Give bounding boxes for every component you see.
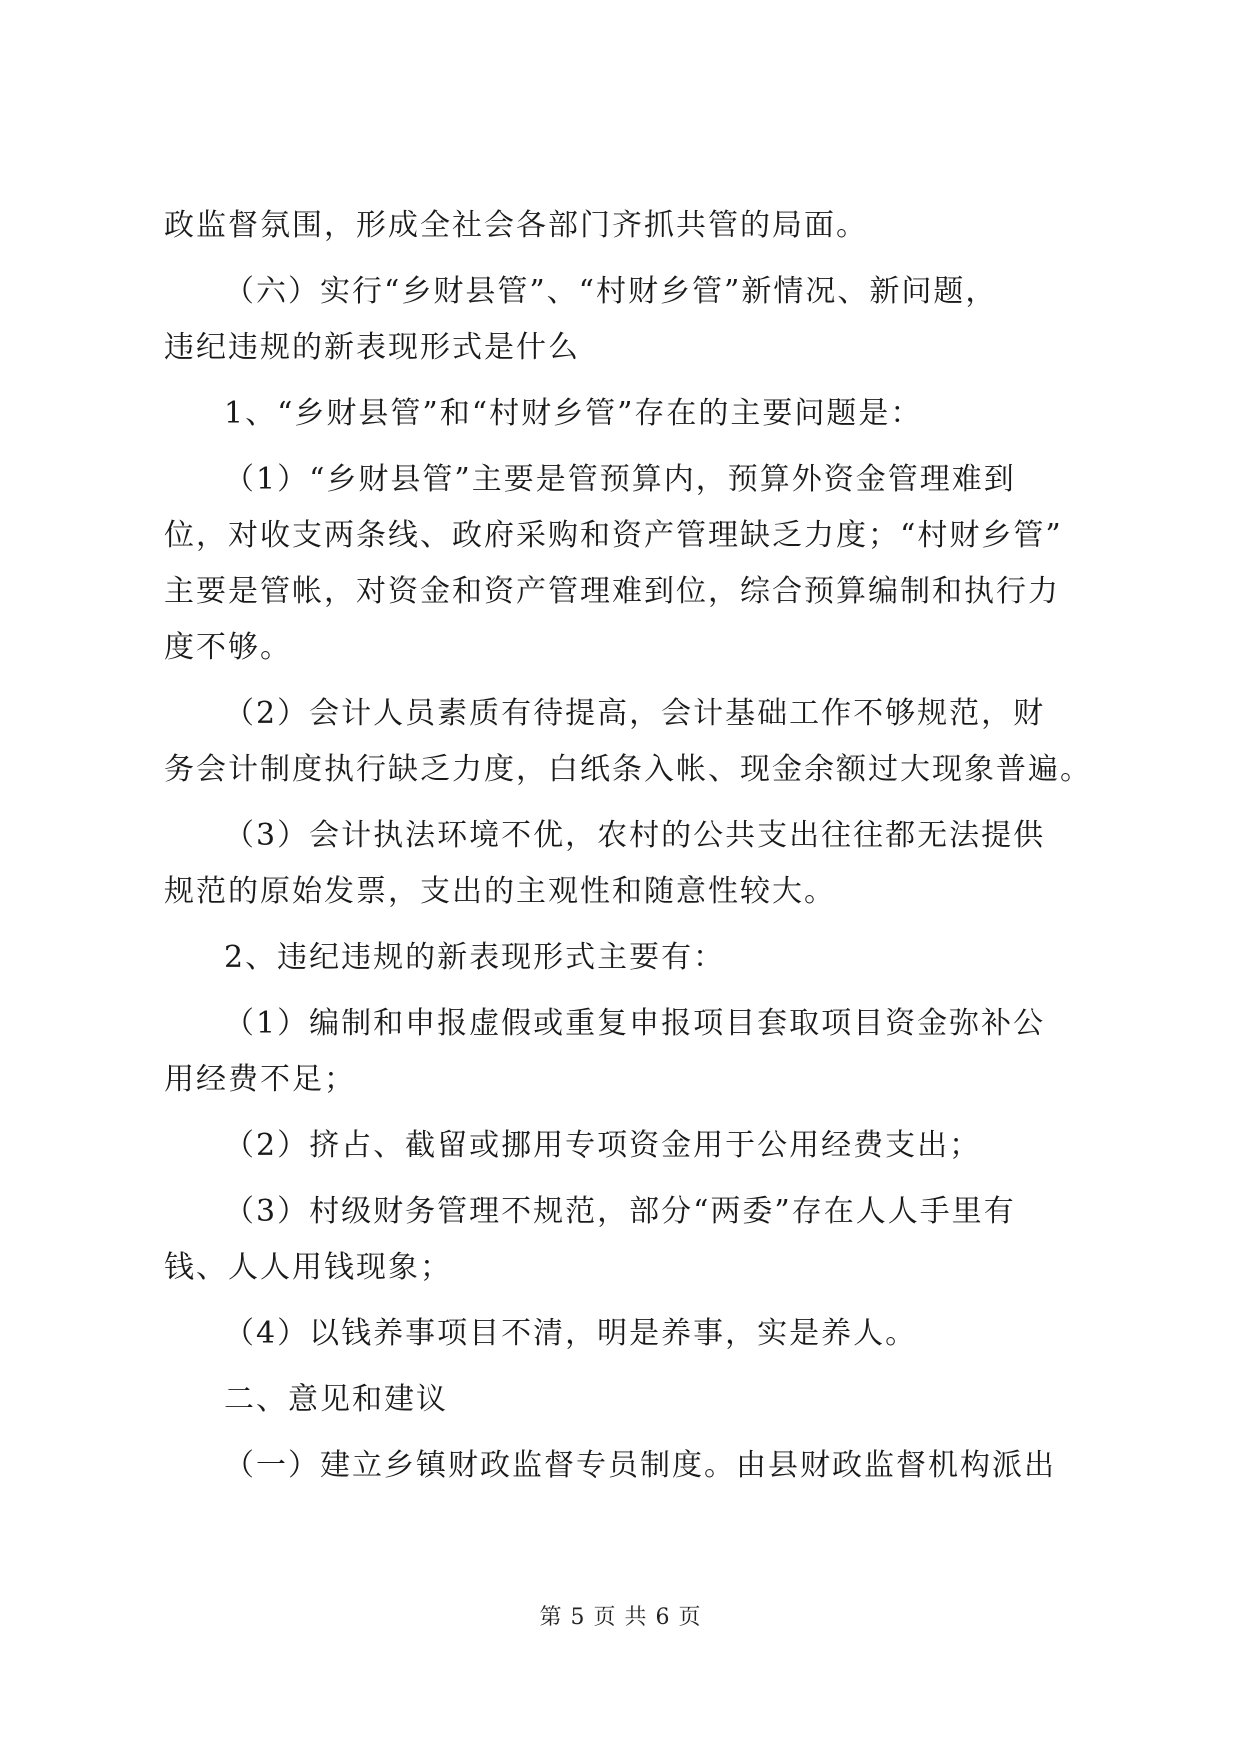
text-line: 度不够。 [164, 630, 292, 665]
text-line: （2）挤占、截留或挪用专项资金用于公用经费支出； [224, 1128, 982, 1163]
text-line: 用经费不足； [164, 1062, 356, 1097]
text-line: （六）实行“乡财县管”、“村财乡管”新情况、新问题， [224, 274, 998, 309]
page-footer: 第 5 页 共 6 页 [539, 1605, 702, 1630]
text-line: 位，对收支两条线、政府采购和资产管理缺乏力度；“村财乡管” [164, 518, 1063, 553]
text-line: 务会计制度执行缺乏力度，白纸条入帐、现金余额过大现象普遍。 [164, 752, 1092, 787]
text-line: 规范的原始发票，支出的主观性和随意性较大。 [164, 874, 836, 909]
text-line: 二、意见和建议 [224, 1382, 448, 1417]
text-line: 违纪违规的新表现形式是什么 [164, 330, 580, 365]
text-line: （1）“乡财县管”主要是管预算内，预算外资金管理难到 [224, 462, 1016, 497]
text-line: 政监督氛围，形成全社会各部门齐抓共管的局面。 [164, 208, 868, 243]
text-line: （4）以钱养事项目不清，明是养事，实是养人。 [224, 1316, 918, 1351]
text-line: （2）会计人员素质有待提高，会计基础工作不够规范，财 [224, 696, 1046, 731]
text-line: （3）会计执法环境不优，农村的公共支出往往都无法提供 [224, 818, 1046, 853]
text-line: 1、“乡财县管”和“村财乡管”存在的主要问题是： [224, 396, 923, 431]
text-line: 2、违纪违规的新表现形式主要有： [224, 940, 726, 975]
text-line: （一）建立乡镇财政监督专员制度。由县财政监督机构派出 [224, 1448, 1056, 1483]
text-line: （3）村级财务管理不规范，部分“两委”存在人人手里有 [224, 1194, 1016, 1229]
text-line: （1）编制和申报虚假或重复申报项目套取项目资金弥补公 [224, 1006, 1046, 1041]
document-body [164, 198, 1092, 1494]
text-line: 钱、人人用钱现象； [164, 1250, 452, 1285]
text-line: 主要是管帐，对资金和资产管理难到位，综合预算编制和执行力 [164, 574, 1060, 609]
